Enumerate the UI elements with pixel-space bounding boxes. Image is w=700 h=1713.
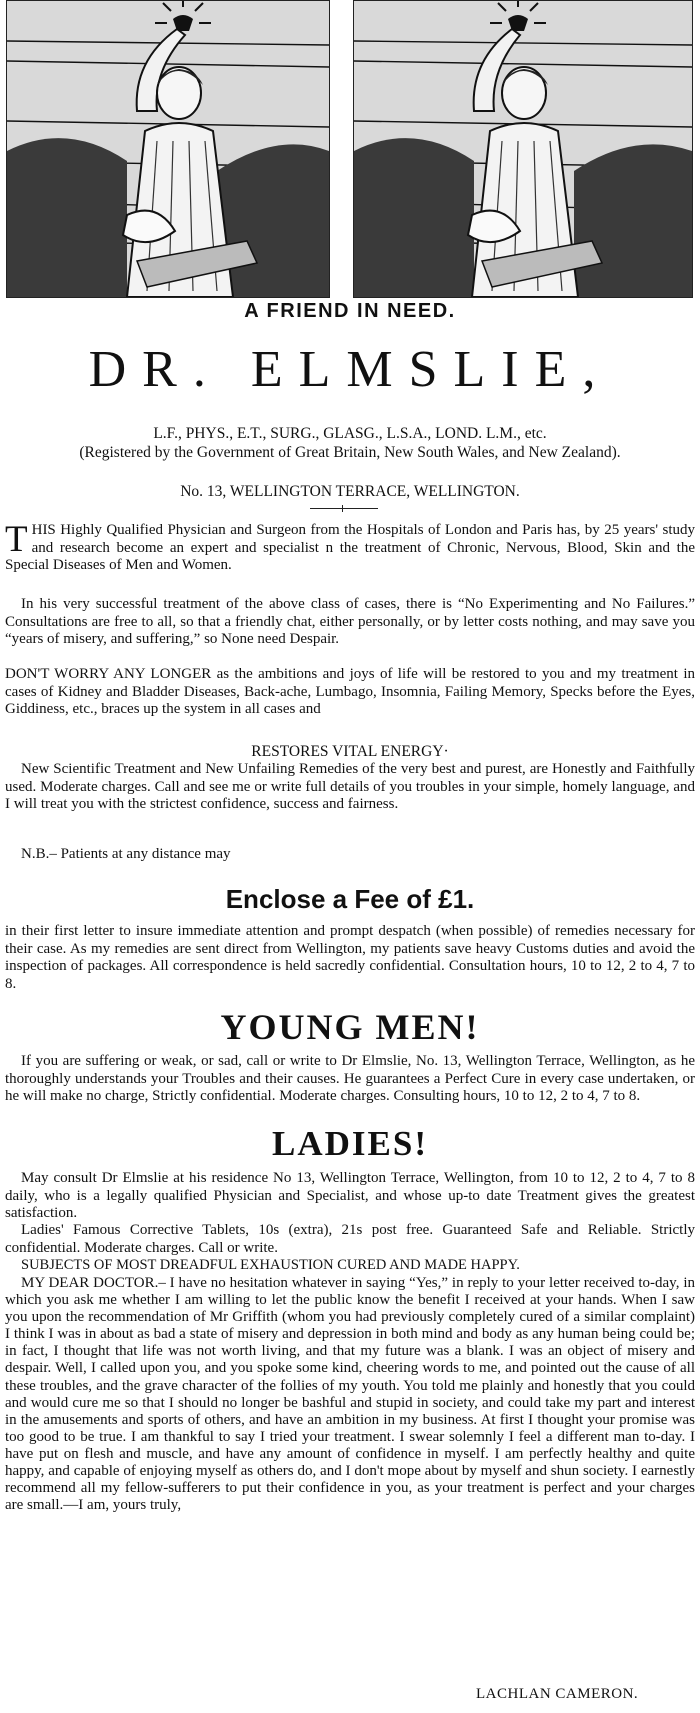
woman-with-lamp-illustration-right (353, 0, 693, 298)
address: No. 13, WELLINGTON TERRACE, WELLINGTON. (180, 483, 520, 500)
intro-text: HIS Highly Qualified Physician and Surgeon from the Hospitals of London and Paris has, by 25 years' study and research become an expert and specialist n the treatment of Chronic, Nervous, Blood, Skin and the Special Diseases of Men and Women. (5, 522, 695, 574)
ladies-heading: LADIES! (272, 1124, 428, 1163)
intro-paragraph-3: DON'T WORRY ANY LONGER as the ambitions and joys of life will be restored to you and my treatment in cases of Kidney and Bladder Diseases, Back-ache, Lumbago, Insomnia, Failing Memory, Specks before the Eyes, Giddiness, etc., braces up the system in all cases and (5, 666, 695, 718)
ladies-paragraph-2: Ladies' Famous Corrective Tablets, 10s (extra), 21s post free. Guaranteed Safe and Reliable. Strictly confidential. Moderate charges. Call or write. (5, 1222, 695, 1256)
signature: LACHLAN CAMERON. (476, 1686, 639, 1702)
woman-with-lamp-engraving (354, 1, 692, 297)
divider-rule (310, 508, 378, 509)
subjects-heading: SUBJECTS OF MOST DREADFUL EXHAUSTION CURED AND MADE HAPPY. (21, 1257, 520, 1273)
registration: (Registered by the Government of Great Britain, New South Wales, and New Zealand). (79, 444, 621, 461)
young-men-heading: YOUNG MEN! (220, 1007, 480, 1047)
woman-with-lamp-illustration-left (6, 0, 330, 298)
doctor-name: DR. ELMSLIE, (88, 341, 612, 398)
testimonial-letter: MY DEAR DOCTOR.– I have no hesitation whatever in saying “Yes,” in reply to your letter received to-day, in which you ask me whether I am willing to let the public know the benefit I received at your hands. When I saw you upon the recommendation of Mr Griffith (whom you had previously completely cured of a similar complaint) I think I was in about as bad a state of misery and depression in both mind and body as any human being could be; in fact, I thought that life was not worth living, and that my future was a blank. I was an object of misery and despair. Well, I called upon you, and you spoke some kind, cheering words to me, and pointed out the cause of all these troubles, and the grave character of the follies of my youth. You told me plainly and honestly that you could and would cure me so that I should no longer be bashful and stupid in society, and could take my part and interest in the amusements and sports of others, and have an ambition in my business. At first I thought your promise was too good to be true. I am thankful to say I tried your treatment. I swear solemnly I feel a different man to-day. I have put on flesh and muscle, and have any amount of confidence in myself. I am perfectly healthy and quite happy, and capable of enjoying myself as others do, and I don't mope about by myself and shun society. I earnestly recommend all my fellow-sufferers to put their confidence in you, as your treatment is perfect and your charges are small.—I am, yours truly, (5, 1275, 695, 1514)
fee-heading: Enclose a Fee of £1. (225, 884, 475, 914)
woman-with-lamp-engraving (7, 1, 329, 297)
drop-cap: T (5, 519, 28, 560)
intro-paragraph-2: In his very successful treatment of the above class of cases, there is “No Experimenting and No Failures.” Consultations are free to all, so that a friendly chat, either personally, or by letter costs nothing, and may save you “years of misery, and suffering,” so None need Despair. (5, 596, 695, 648)
tagline: A FRIEND IN NEED. (244, 300, 456, 322)
intro-paragraph (5, 519, 695, 575)
intro-paragraph-4: New Scientific Treatment and New Unfailing Remedies of the very best and purest, are Honestly and Faithfully used. Moderate charges. Call and see me or write full details of you troubles in your simple, homely language, and I will treat you with the strictest confidence, success and fairness. (5, 761, 695, 813)
fee-paragraph: in their first letter to insure immediate attention and prompt despatch (when possible) of remedies necessary for their case. As my remedies are sent direct from Wellington, my patients save heavy Customs duties and avoid the inspection of packages. All correspondence is held sacredly confidential. Consultation hours, 10 to 12, 2 to 4, 7 to 8. (5, 923, 695, 992)
qualifications: L.F., PHYS., E.T., SURG., GLASG., L.S.A., LOND. L.M., etc. (153, 425, 547, 442)
nb-note: N.B.– Patients at any distance may (21, 846, 231, 862)
ladies-paragraph-1: May consult Dr Elmslie at his residence No 13, Wellington Terrace, Wellington, from 10 to 12, 2 to 4, 7 to 8 daily, who is a legally qualified Physician and Specialist, and whose up-to date Treatment gives the greatest satisfaction. (5, 1170, 695, 1222)
restores-vital-energy: RESTORES VITAL ENERGY· (251, 743, 449, 760)
young-men-paragraph: If you are suffering or weak, or sad, call or write to Dr Elmslie, No. 13, Wellington Terrace, Wellington, as he thoroughly understands your Troubles and their causes. He guarantees a Perfect Cure in every case undertaken, or he will make no charge, Strictly confidential. Moderate charges. Consulting hours, 10 to 12, 2 to 4, 7 to 8. (5, 1053, 695, 1105)
